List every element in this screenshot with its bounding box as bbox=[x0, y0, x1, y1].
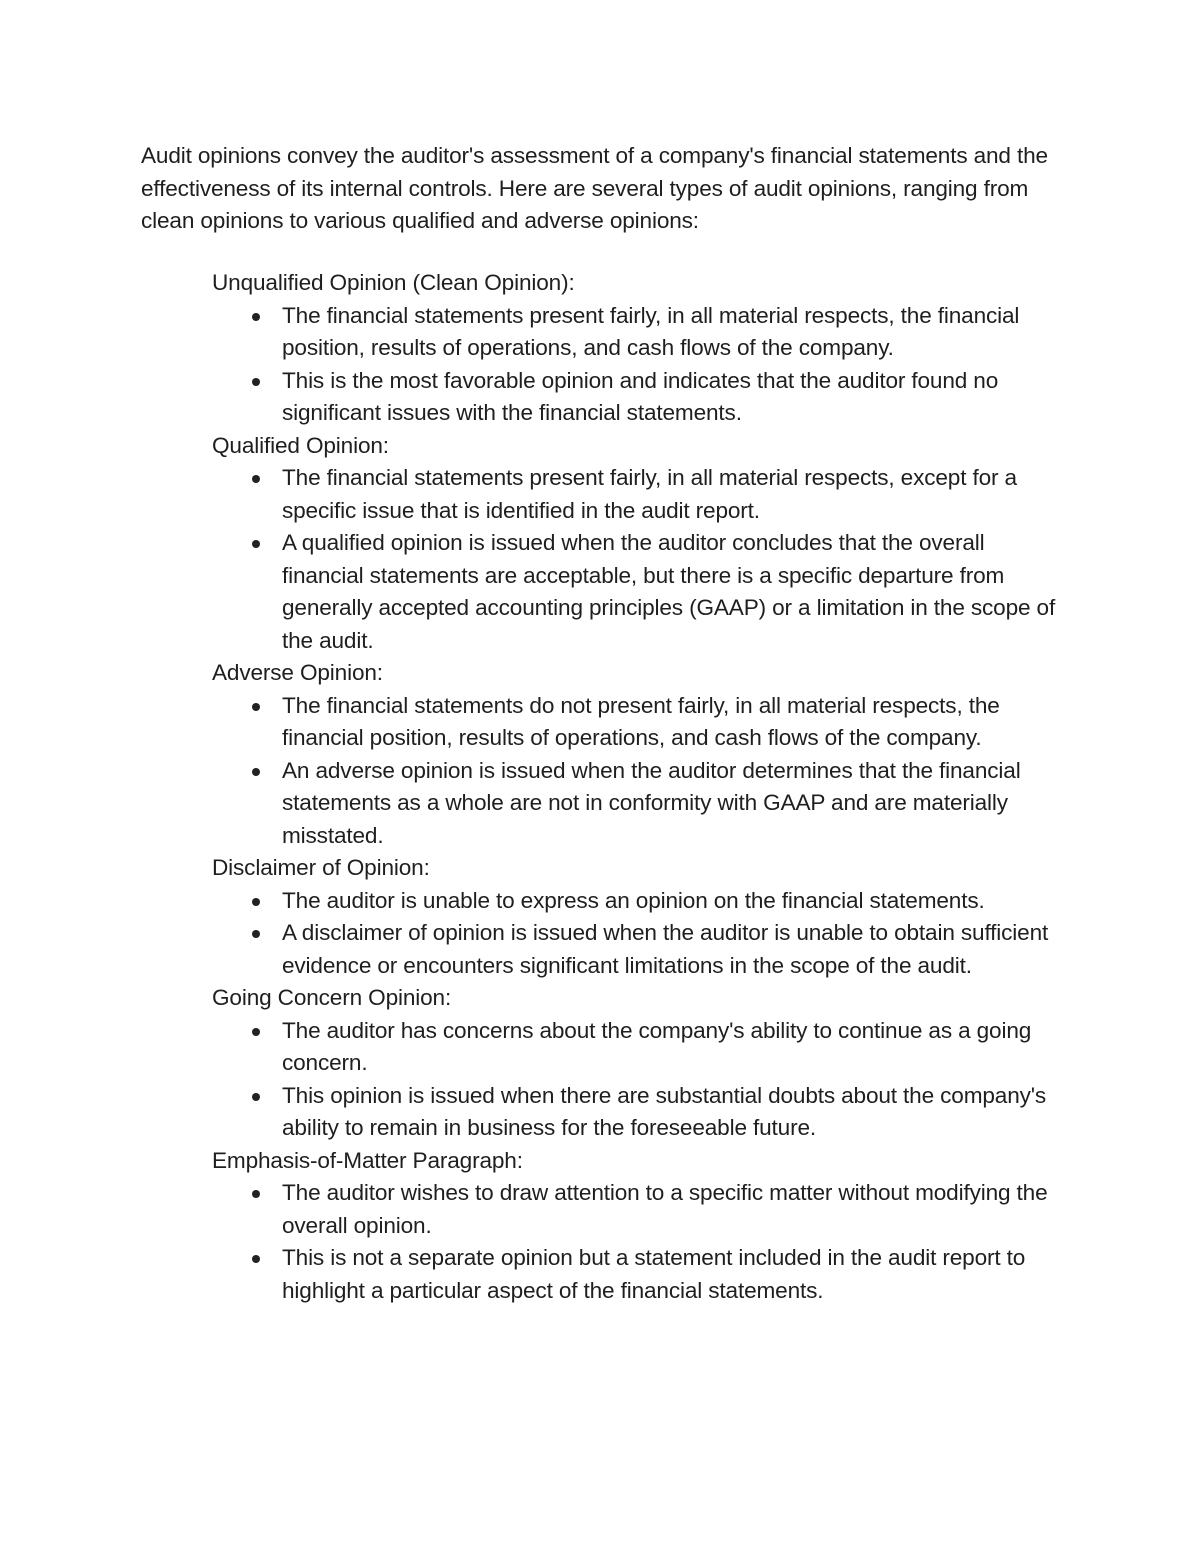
list-item bbox=[282, 917, 1072, 982]
opinion-sections bbox=[212, 267, 1092, 1307]
bullet-text: A qualified opinion is issued when the auditor concludes that the overall financial statements are acceptable, but there is a specific departure from generally accepted accounting principles (GAAP) or a limitation in the scope of the audit. bbox=[282, 530, 1056, 653]
bullet-text: This is the most favorable opinion and indicates that the auditor found no significant issues with the financial statements. bbox=[282, 367, 999, 425]
bullet-icon bbox=[252, 703, 260, 711]
section-emphasis-of-matter bbox=[212, 1145, 1092, 1308]
bullet-text: The auditor wishes to draw attention to a specific matter without modifying the overall opinion. bbox=[282, 1180, 1048, 1238]
section-going-concern-opinion bbox=[212, 982, 1092, 1145]
bullet-text: The financial statements present fairly, in all material respects, the financial position, results of operations, and cash flows of the company. bbox=[282, 302, 1020, 360]
list-item bbox=[282, 885, 1072, 918]
bullet-icon bbox=[252, 930, 260, 938]
bullet-text: This opinion is issued when there are substantial doubts about the company's ability to remain in business for the foreseeable future. bbox=[282, 1082, 1047, 1140]
section-disclaimer-of-opinion bbox=[212, 852, 1092, 982]
section-heading: Qualified Opinion: bbox=[212, 432, 389, 458]
list-item bbox=[282, 755, 1062, 853]
bullet-text: A disclaimer of opinion is issued when the auditor is unable to obtain sufficient evidence or encounters significant limitations in the scope of the audit. bbox=[282, 920, 1049, 978]
bullet-text: The financial statements present fairly, in all material respects, except for a specific issue that is identified in the audit report. bbox=[282, 465, 1017, 523]
bullet-list bbox=[212, 300, 1092, 430]
bullet-icon bbox=[252, 768, 260, 776]
section-heading: Going Concern Opinion: bbox=[212, 985, 452, 1010]
list-item bbox=[282, 1080, 1072, 1145]
bullet-icon bbox=[252, 475, 260, 483]
section-adverse-opinion bbox=[212, 657, 1092, 852]
bullet-text: The financial statements do not present fairly, in all material respects, the financial position, results of operations, and cash flows of the company. bbox=[282, 692, 1000, 750]
bullet-list bbox=[212, 1015, 1092, 1145]
intro-paragraph: Audit opinions convey the auditor's assessment of a company's financial statements and the effectiveness of its internal controls. Here are several types of audit opinions, ranging from clean opinions to various qualified and adverse opinions: bbox=[141, 143, 1048, 233]
section-unqualified-opinion bbox=[212, 267, 1092, 430]
section-heading: Adverse Opinion: bbox=[212, 660, 383, 685]
bullet-icon bbox=[252, 898, 260, 906]
list-item bbox=[282, 462, 1072, 527]
list-item bbox=[282, 527, 1072, 657]
section-heading: Emphasis-of-Matter Paragraph: bbox=[212, 1147, 523, 1173]
bullet-list bbox=[212, 690, 1092, 853]
bullet-text: This is not a separate opinion but a statement included in the audit report to highlight a particular aspect of the financial statements. bbox=[282, 1245, 1026, 1303]
bullet-text: An adverse opinion is issued when the auditor determines that the financial statements as a whole are not in conformity with GAAP and are materially misstated. bbox=[282, 757, 1021, 848]
list-item bbox=[282, 365, 1072, 430]
bullet-icon bbox=[252, 1190, 260, 1198]
bullet-icon bbox=[252, 540, 260, 548]
bullet-icon bbox=[252, 1028, 260, 1036]
bullet-text: The auditor is unable to express an opinion on the financial statements. bbox=[282, 887, 985, 913]
bullet-icon bbox=[252, 1255, 260, 1263]
bullet-text: The auditor has concerns about the company's ability to continue as a going concern. bbox=[282, 1017, 1032, 1075]
bullet-icon bbox=[252, 1093, 260, 1101]
list-item bbox=[282, 300, 1072, 365]
list-item bbox=[282, 1242, 1072, 1307]
list-item bbox=[282, 690, 1072, 755]
bullet-list bbox=[212, 885, 1092, 983]
bullet-list bbox=[212, 462, 1092, 657]
section-heading: Unqualified Opinion (Clean Opinion): bbox=[212, 270, 575, 295]
section-qualified-opinion bbox=[212, 430, 1092, 658]
list-item bbox=[282, 1015, 1072, 1080]
bullet-icon bbox=[252, 313, 260, 321]
section-heading: Disclaimer of Opinion: bbox=[212, 855, 430, 880]
list-item bbox=[282, 1177, 1072, 1242]
bullet-icon bbox=[252, 378, 260, 386]
bullet-list bbox=[212, 1177, 1092, 1307]
